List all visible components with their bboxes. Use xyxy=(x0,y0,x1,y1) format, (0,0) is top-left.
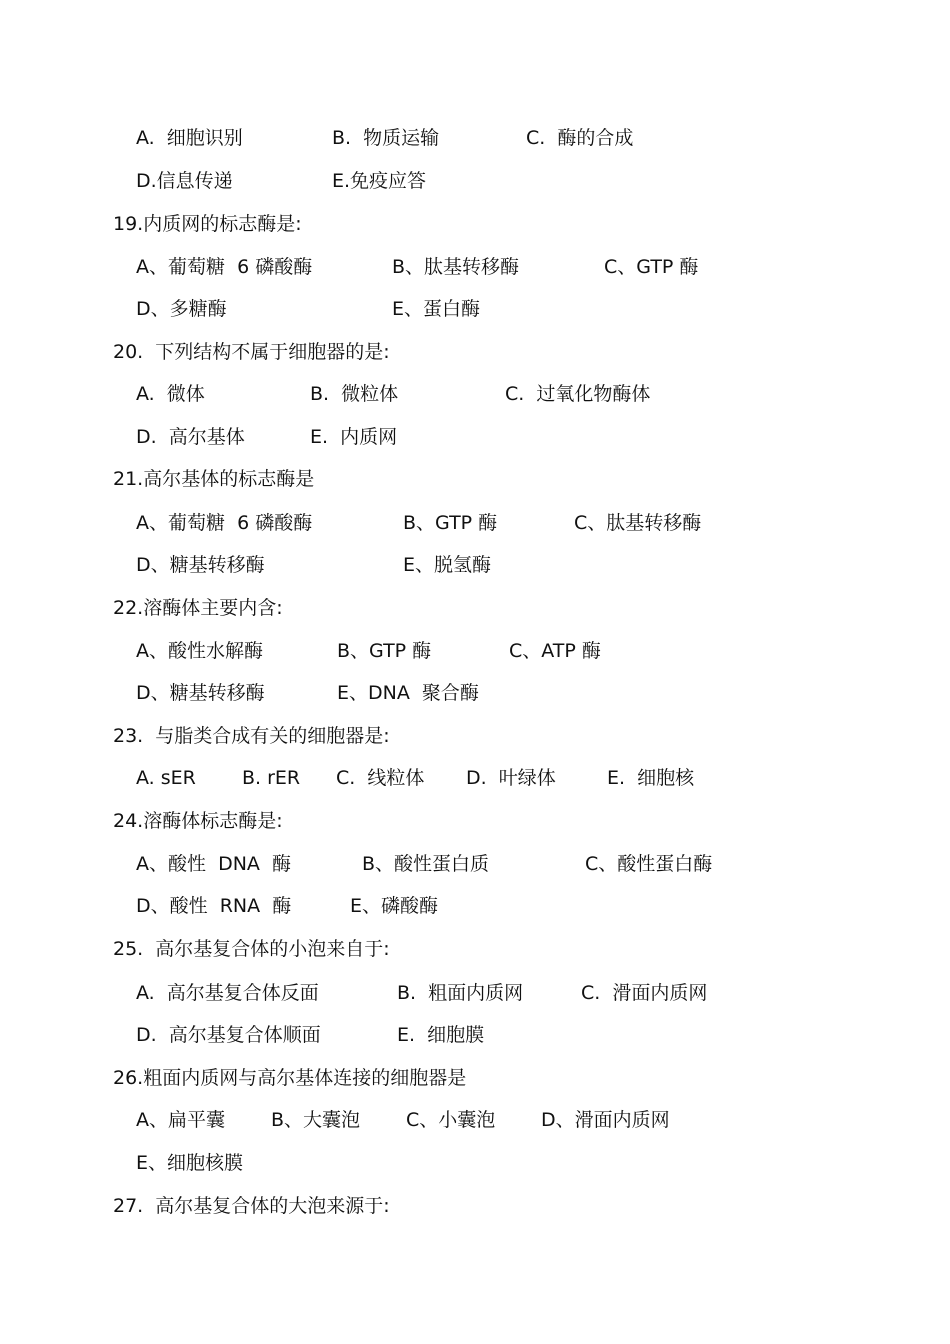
option-e: E.免疫应答 xyxy=(332,170,427,192)
option-e: E、脱氢酶 xyxy=(403,554,492,576)
option-c: C、ATP 酶 xyxy=(509,640,601,662)
option-d: D.信息传递 xyxy=(136,170,233,192)
option-d: D. 高尔基体 xyxy=(136,426,245,448)
option-b: B、大囊泡 xyxy=(271,1109,361,1131)
option-e: E. 细胞膜 xyxy=(397,1024,485,1046)
option-a: A. sER xyxy=(136,767,196,789)
option-c: C、GTP 酶 xyxy=(604,256,699,278)
option-e: E. 细胞核 xyxy=(607,767,695,789)
option-c: C、酸性蛋白酶 xyxy=(585,853,713,875)
option-e: E、DNA 聚合酶 xyxy=(337,682,479,704)
question-24: 24.溶酶体标志酶是: xyxy=(113,810,283,832)
option-b: B、GTP 酶 xyxy=(337,640,432,662)
option-e: E、磷酸酶 xyxy=(350,895,439,917)
option-b: B. 微粒体 xyxy=(310,383,399,405)
option-b: B. 粗面内质网 xyxy=(397,982,524,1004)
option-e: E、细胞核膜 xyxy=(136,1152,244,1174)
option-b: B. rER xyxy=(242,767,301,789)
option-a: A、酸性水解酶 xyxy=(136,640,263,662)
option-c: C、小囊泡 xyxy=(406,1109,496,1131)
option-d: D、滑面内质网 xyxy=(541,1109,670,1131)
option-c: C. 酶的合成 xyxy=(526,127,634,149)
question-22: 22.溶酶体主要内含: xyxy=(113,597,283,619)
question-26: 26.粗面内质网与高尔基体连接的细胞器是 xyxy=(113,1067,467,1089)
option-a: A、葡萄糖 6 磷酸酶 xyxy=(136,512,313,534)
option-a: A. 微体 xyxy=(136,383,205,405)
option-d: D、多糖酶 xyxy=(136,298,227,320)
option-c: C. 滑面内质网 xyxy=(581,982,708,1004)
question-23: 23. 与脂类合成有关的细胞器是: xyxy=(113,725,390,747)
option-b: B、肽基转移酶 xyxy=(392,256,520,278)
question-25: 25. 高尔基复合体的小泡来自于: xyxy=(113,938,390,960)
option-a: A. 高尔基复合体反面 xyxy=(136,982,319,1004)
option-d: D. 叶绿体 xyxy=(466,767,556,789)
option-a: A. 细胞识别 xyxy=(136,127,243,149)
option-a: A、扁平囊 xyxy=(136,1109,225,1131)
option-c: C、肽基转移酶 xyxy=(574,512,702,534)
option-d: D、糖基转移酶 xyxy=(136,682,265,704)
option-e: E. 内质网 xyxy=(310,426,398,448)
option-e: E、蛋白酶 xyxy=(392,298,481,320)
option-b: B、酸性蛋白质 xyxy=(362,853,490,875)
question-27: 27. 高尔基复合体的大泡来源于: xyxy=(113,1195,390,1217)
question-19: 19.内质网的标志酶是: xyxy=(113,213,302,235)
option-b: B、GTP 酶 xyxy=(403,512,498,534)
option-b: B. 物质运输 xyxy=(332,127,440,149)
option-d: D、糖基转移酶 xyxy=(136,554,265,576)
option-d: D. 高尔基复合体顺面 xyxy=(136,1024,321,1046)
option-d: D、酸性 RNA 酶 xyxy=(136,895,292,917)
option-a: A、葡萄糖 6 磷酸酶 xyxy=(136,256,313,278)
question-20: 20. 下列结构不属于细胞器的是: xyxy=(113,341,390,363)
option-c: C. 过氧化物酶体 xyxy=(505,383,651,405)
question-21: 21.高尔基体的标志酶是 xyxy=(113,468,315,490)
option-c: C. 线粒体 xyxy=(336,767,425,789)
option-a: A、酸性 DNA 酶 xyxy=(136,853,291,875)
